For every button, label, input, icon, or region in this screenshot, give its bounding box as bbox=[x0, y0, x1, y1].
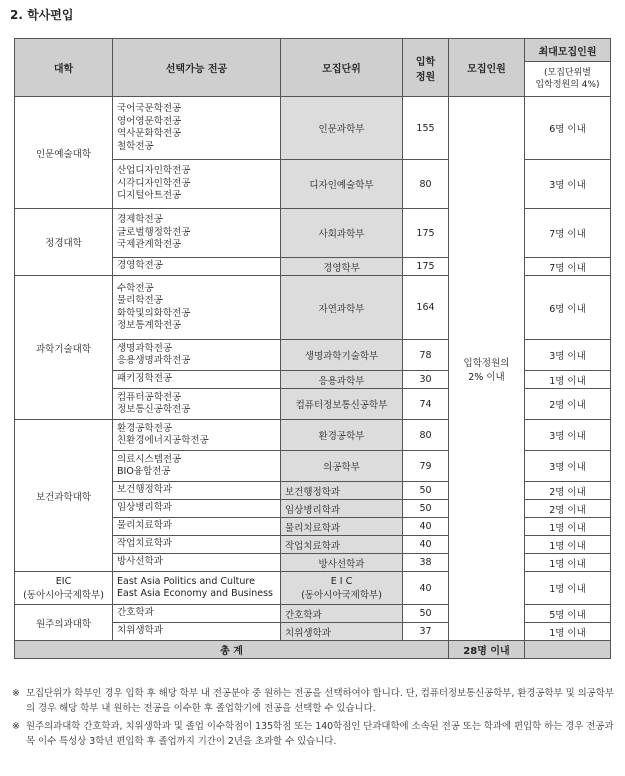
quota-cell: 175 bbox=[403, 258, 449, 276]
total-empty bbox=[525, 641, 611, 659]
max-cell: 1명 이내 bbox=[525, 572, 611, 605]
quota-cell: 50 bbox=[403, 605, 449, 623]
unit-cell: 환경공학부 bbox=[281, 420, 403, 451]
header-college: 대학 bbox=[15, 39, 113, 97]
quota-cell: 164 bbox=[403, 276, 449, 340]
unit-cell: 인문과학부 bbox=[281, 97, 403, 160]
total-label: 총 계 bbox=[15, 641, 449, 659]
college-cell: 과학기술대학 bbox=[15, 276, 113, 420]
quota-cell: 155 bbox=[403, 97, 449, 160]
note-item bbox=[12, 686, 616, 716]
unit-cell: 간호학과 bbox=[281, 605, 403, 623]
unit-cell: 치위생학과 bbox=[281, 623, 403, 641]
header-row bbox=[15, 39, 611, 62]
header-max-sub-line2: 입학정원의 4%) bbox=[535, 80, 600, 90]
max-cell: 2명 이내 bbox=[525, 500, 611, 518]
quota-cell: 80 bbox=[403, 160, 449, 209]
majors-cell: 작업치료학과 bbox=[113, 536, 281, 554]
quota-cell: 40 bbox=[403, 536, 449, 554]
max-cell: 6명 이내 bbox=[525, 276, 611, 340]
quota-cell: 74 bbox=[403, 389, 449, 420]
max-cell: 2명 이내 bbox=[525, 389, 611, 420]
quota-cell: 30 bbox=[403, 371, 449, 389]
majors-cell: 간호학과 bbox=[113, 605, 281, 623]
section-title: 2. 학사편입 bbox=[10, 8, 74, 22]
unit-cell: 임상병리학과 bbox=[281, 500, 403, 518]
recruit-line1: 입학정원의 bbox=[463, 357, 510, 369]
quota-cell: 80 bbox=[403, 420, 449, 451]
unit-cell: 보건행정학과 bbox=[281, 482, 403, 500]
note-item bbox=[12, 719, 616, 749]
majors-cell: 물리치료학과 bbox=[113, 518, 281, 536]
max-cell: 1명 이내 bbox=[525, 518, 611, 536]
header-quota bbox=[403, 39, 449, 97]
note-mark: ※ bbox=[12, 721, 20, 732]
majors-cell: 보건행정학과 bbox=[113, 482, 281, 500]
table-row bbox=[15, 97, 611, 160]
college-cell: 정경대학 bbox=[15, 209, 113, 276]
unit-cell: 응용과학부 bbox=[281, 371, 403, 389]
quota-cell: 38 bbox=[403, 554, 449, 572]
majors-cell: 경제학전공 글로벌행정학전공 국제관계학전공 bbox=[113, 209, 281, 258]
max-cell: 3명 이내 bbox=[525, 451, 611, 482]
max-cell: 2명 이내 bbox=[525, 482, 611, 500]
majors-cell: 치위생학과 bbox=[113, 623, 281, 641]
header-quota-line1: 입학 bbox=[415, 56, 436, 68]
max-cell: 1명 이내 bbox=[525, 554, 611, 572]
max-cell: 7명 이내 bbox=[525, 258, 611, 276]
quota-cell: 50 bbox=[403, 500, 449, 518]
quota-cell: 40 bbox=[403, 518, 449, 536]
college-cell: EIC (동아시아국제학부) bbox=[15, 572, 113, 605]
college-cell: 인문예술대학 bbox=[15, 97, 113, 209]
unit-cell: 사회과학부 bbox=[281, 209, 403, 258]
max-cell: 7명 이내 bbox=[525, 209, 611, 258]
max-cell: 5명 이내 bbox=[525, 605, 611, 623]
max-cell: 3명 이내 bbox=[525, 420, 611, 451]
max-cell: 1명 이내 bbox=[525, 371, 611, 389]
unit-cell: 자연과학부 bbox=[281, 276, 403, 340]
header-max-sub-line1: (모집단위별 bbox=[544, 68, 591, 78]
header-unit: 모집단위 bbox=[281, 39, 403, 97]
total-row bbox=[15, 641, 611, 659]
majors-cell: 패키징학전공 bbox=[113, 371, 281, 389]
header-max-sub bbox=[525, 62, 611, 97]
majors-cell: 산업디자인학전공 시각디자인학전공 디지털아트전공 bbox=[113, 160, 281, 209]
majors-cell: 컴퓨터공학전공 정보통신공학전공 bbox=[113, 389, 281, 420]
majors-cell: 임상병리학과 bbox=[113, 500, 281, 518]
quota-cell: 79 bbox=[403, 451, 449, 482]
note-mark: ※ bbox=[12, 688, 20, 699]
majors-cell: East Asia Politics and Culture East Asia Economy and Business bbox=[113, 572, 281, 605]
header-quota-line2: 정원 bbox=[415, 71, 436, 83]
college-cell: 원주의과대학 bbox=[15, 605, 113, 641]
unit-cell: E I C (동아시아국제학부) bbox=[281, 572, 403, 605]
admission-table bbox=[14, 38, 611, 659]
unit-cell: 생명과학기술학부 bbox=[281, 340, 403, 371]
majors-cell: 생명과학전공 응용생명과학전공 bbox=[113, 340, 281, 371]
unit-cell: 물리치료학과 bbox=[281, 518, 403, 536]
quota-cell: 40 bbox=[403, 572, 449, 605]
majors-cell: 수학전공 물리학전공 화학및의화학전공 정보통계학전공 bbox=[113, 276, 281, 340]
majors-cell: 국어국문학전공 영어영문학전공 역사문화학전공 철학전공 bbox=[113, 97, 281, 160]
max-cell: 1명 이내 bbox=[525, 536, 611, 554]
college-cell: 보건과학대학 bbox=[15, 420, 113, 572]
max-cell: 3명 이내 bbox=[525, 340, 611, 371]
max-cell: 6명 이내 bbox=[525, 97, 611, 160]
majors-cell: 의료시스템전공 BIO융합전공 bbox=[113, 451, 281, 482]
total-recruit: 28명 이내 bbox=[449, 641, 525, 659]
max-cell: 1명 이내 bbox=[525, 623, 611, 641]
header-majors: 선택가능 전공 bbox=[113, 39, 281, 97]
max-cell: 3명 이내 bbox=[525, 160, 611, 209]
header-max: 최대모집인원 bbox=[525, 39, 611, 62]
recruit-line2: 2% 이내 bbox=[468, 371, 505, 383]
note-text: 원주의과대학 간호학과, 치위생학과 및 졸업 이수학점이 135학점 또는 140학점인 단과대학에 소속된 전공 또는 학과에 편입학 하는 경우 전공과목 이수 특성상 3학년 편입학 후 졸업까지 기간이 2년을 초과할 수 있습니다. bbox=[26, 721, 614, 747]
notes-section bbox=[12, 686, 616, 752]
quota-cell: 175 bbox=[403, 209, 449, 258]
quota-cell: 37 bbox=[403, 623, 449, 641]
majors-cell: 환경공학전공 친환경에너지공학전공 bbox=[113, 420, 281, 451]
unit-cell: 방사선학과 bbox=[281, 554, 403, 572]
majors-cell: 경영학전공 bbox=[113, 258, 281, 276]
unit-cell: 경영학부 bbox=[281, 258, 403, 276]
unit-cell: 컴퓨터정보통신공학부 bbox=[281, 389, 403, 420]
unit-cell: 의공학부 bbox=[281, 451, 403, 482]
unit-cell: 디자인예술학부 bbox=[281, 160, 403, 209]
recruit-common-cell bbox=[449, 97, 525, 641]
quota-cell: 78 bbox=[403, 340, 449, 371]
quota-cell: 50 bbox=[403, 482, 449, 500]
header-recruit: 모집인원 bbox=[449, 39, 525, 97]
unit-cell: 작업치료학과 bbox=[281, 536, 403, 554]
note-text: 모집단위가 학부인 경우 입학 후 해당 학부 내 전공분야 중 원하는 전공을 선택하여야 합니다. 단, 컴퓨터정보통신공학부, 환경공학부 및 의공학부의 경우 해당 학부 내 원하는 전공을 이수한 후 졸업학기에 전공을 선택할 수 있습니다. bbox=[26, 688, 614, 714]
majors-cell: 방사선학과 bbox=[113, 554, 281, 572]
